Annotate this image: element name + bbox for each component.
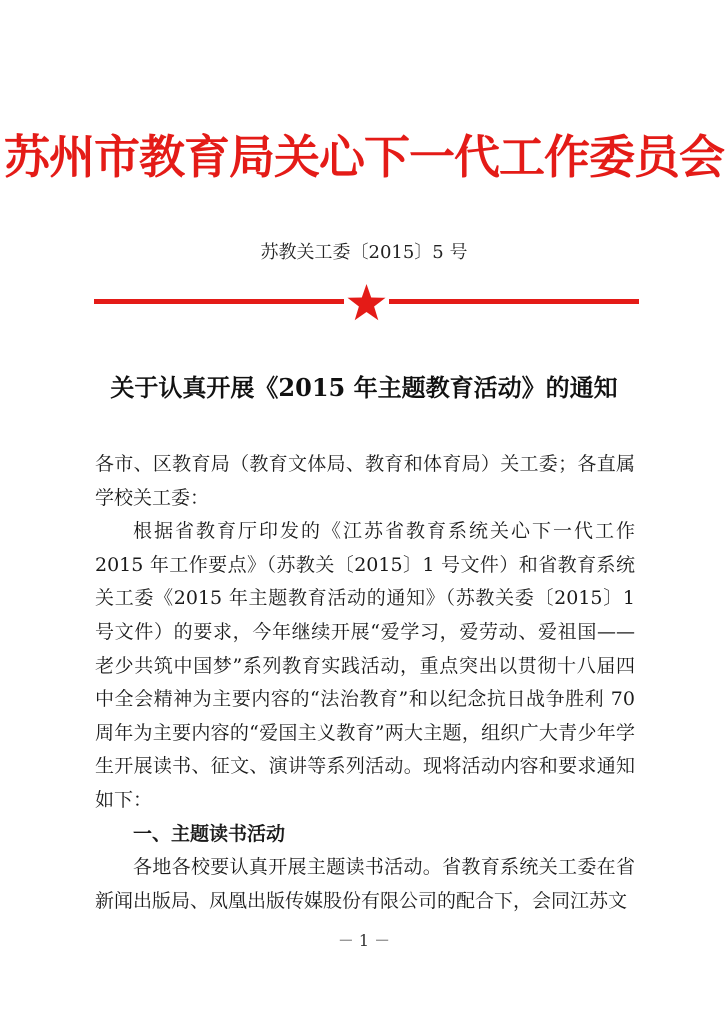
body-paragraph-1: 根据省教育厅印发的《江苏省教育系统关心下一代工作 2015 年工作要点》（苏教关〔2015〕1 号文件）和省教育系统关工委《2015 年主题教育活动的通知》（苏教关委〔2015〕1 号文件）的要求，今年继续开展“爱学习，爱劳动、爱祖国——老少共筑中国梦”系列教育实践活动，重点突出以贯彻十八届四中全会精神为主要内容的“法治教育”和以纪念抗日战争胜利 70 周年为主要内容的“爱国主义教育”两大主题，组织广大青少年学生开展读书、征文、演讲等系列活动。现将活动内容和要求通知如下： — [95, 520, 635, 811]
red-header-divider — [94, 282, 639, 322]
divider-graphic — [94, 282, 639, 322]
document-number: 苏教关工委〔2015〕5 号 — [260, 242, 468, 263]
divider-left-line — [94, 299, 344, 304]
page-number: － 1 － — [337, 931, 391, 950]
addressee-line: 各市、区教育局（教育文体局、教育和体育局）关工委；各直属学校关工委： — [95, 453, 635, 509]
red-star-icon — [348, 284, 386, 320]
body-paragraph-2: 各地各校要认真开展主题读书活动。省教育系统关工委在省新闻出版局、凤凰出版传媒股份有限公司的配合下，会同江苏文 — [95, 856, 635, 912]
section-heading-1: 一、主题读书活动 — [133, 823, 286, 845]
notice-body — [95, 448, 635, 918]
notice-title: 关于认真开展《2015 年主题教育活动》的通知 — [110, 373, 618, 402]
divider-right-line — [389, 299, 639, 304]
issuing-organization-title: 苏州市教育局关心下一代工作委员会 — [4, 130, 724, 184]
